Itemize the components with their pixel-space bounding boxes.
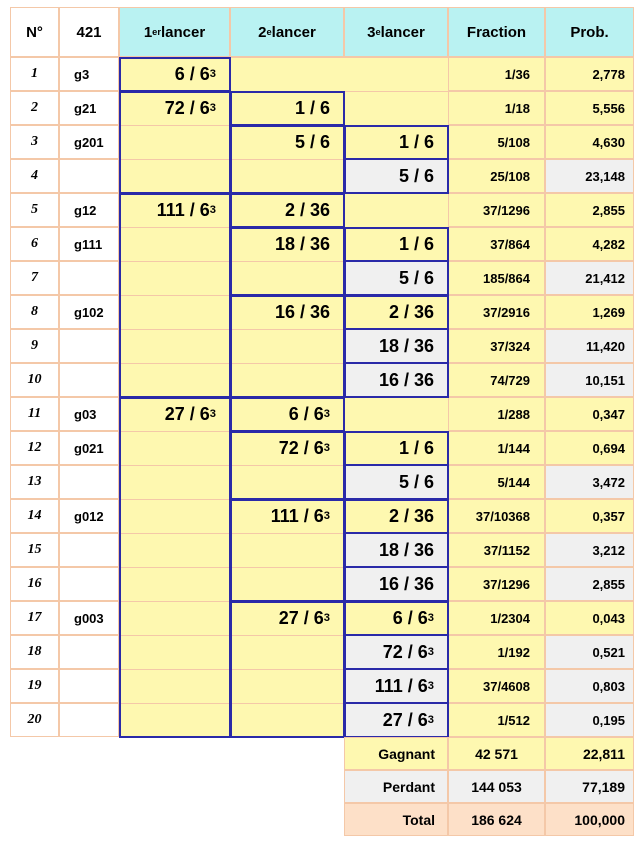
grid-line — [119, 91, 448, 92]
fraction-cell: 1/18 — [448, 91, 545, 125]
row-code: g3 — [59, 57, 119, 91]
third-throw-cell: 5 / 6 — [344, 159, 448, 193]
second-throw-cell — [230, 533, 344, 567]
group-separator — [344, 702, 449, 704]
third-throw-cell: 16 / 36 — [344, 363, 448, 397]
third-throw-cell: 18 / 36 — [344, 329, 448, 363]
second-throw-cell — [230, 465, 344, 499]
grid-line — [119, 227, 448, 228]
row-code — [59, 261, 119, 295]
third-throw-cell: 72 / 6 3 — [344, 635, 448, 669]
third-throw-cell — [344, 397, 448, 431]
grid-line — [119, 499, 448, 500]
header-third-throw: 3 e lancer — [344, 7, 448, 57]
grid-line — [119, 431, 448, 432]
fraction-cell: 1/192 — [448, 635, 545, 669]
probability-cell: 23,148 — [545, 159, 634, 193]
fraction-cell: 1/288 — [448, 397, 545, 431]
group-separator — [344, 328, 449, 330]
first-throw-cell — [119, 533, 230, 567]
group-separator — [344, 158, 449, 160]
row-number: 1 — [10, 57, 59, 91]
probability-cell: 4,630 — [545, 125, 634, 159]
probability-cell: 2,778 — [545, 57, 634, 91]
row-number: 14 — [10, 499, 59, 533]
third-throw-cell — [344, 91, 448, 125]
grid-line — [119, 125, 448, 126]
row-number: 20 — [10, 703, 59, 737]
group-separator — [344, 634, 449, 636]
first-throw-cell — [119, 159, 230, 193]
row-code — [59, 533, 119, 567]
loser-label: Perdant — [344, 770, 448, 803]
row-number: 4 — [10, 159, 59, 193]
loser-probability: 77,189 — [545, 770, 634, 803]
fraction-cell: 37/2916 — [448, 295, 545, 329]
row-code — [59, 567, 119, 601]
third-throw-cell — [344, 57, 448, 91]
first-throw-cell — [119, 601, 230, 635]
first-throw-cell: 6 / 6 3 — [119, 57, 230, 91]
fraction-cell: 37/10368 — [448, 499, 545, 533]
probability-cell: 0,803 — [545, 669, 634, 703]
probability-cell: 3,472 — [545, 465, 634, 499]
second-throw-cell — [230, 363, 344, 397]
third-throw-cell: 18 / 36 — [344, 533, 448, 567]
second-throw-cell: 27 / 6 3 — [230, 601, 344, 635]
winner-probability: 22,811 — [545, 737, 634, 770]
third-throw-cell: 1 / 6 — [344, 125, 448, 159]
row-number: 13 — [10, 465, 59, 499]
row-code: g021 — [59, 431, 119, 465]
group-separator — [344, 362, 449, 364]
first-throw-cell — [119, 567, 230, 601]
row-code: g102 — [59, 295, 119, 329]
second-throw-cell: 2 / 36 — [230, 193, 344, 227]
group-separator — [344, 532, 449, 534]
second-throw-cell: 6 / 6 3 — [230, 397, 344, 431]
probability-cell: 0,347 — [545, 397, 634, 431]
probability-cell: 2,855 — [545, 193, 634, 227]
winner-label: Gagnant — [344, 737, 448, 770]
first-throw-cell — [119, 635, 230, 669]
first-throw-cell — [119, 227, 230, 261]
first-throw-cell — [119, 499, 230, 533]
row-number: 19 — [10, 669, 59, 703]
third-throw-cell: 1 / 6 — [344, 431, 448, 465]
row-number: 7 — [10, 261, 59, 295]
first-throw-cell — [119, 465, 230, 499]
fraction-cell: 37/1152 — [448, 533, 545, 567]
fraction-cell: 5/108 — [448, 125, 545, 159]
grid-line — [119, 397, 448, 398]
second-throw-cell: 18 / 36 — [230, 227, 344, 261]
row-number: 8 — [10, 295, 59, 329]
row-code: g12 — [59, 193, 119, 227]
row-code: g03 — [59, 397, 119, 431]
first-throw-cell — [119, 703, 230, 737]
probability-cell: 3,212 — [545, 533, 634, 567]
row-code — [59, 159, 119, 193]
first-throw-cell — [119, 295, 230, 329]
third-throw-cell: 5 / 6 — [344, 261, 448, 295]
probability-cell: 11,420 — [545, 329, 634, 363]
second-throw-cell — [230, 159, 344, 193]
second-throw-cell — [230, 635, 344, 669]
row-code — [59, 669, 119, 703]
first-throw-cell: 27 / 6 3 — [119, 397, 230, 431]
second-throw-cell: 72 / 6 3 — [230, 431, 344, 465]
header-probability: Prob. — [545, 7, 634, 57]
probability-cell: 0,043 — [545, 601, 634, 635]
third-throw-cell: 2 / 36 — [344, 499, 448, 533]
header-number: N° — [10, 7, 59, 57]
third-throw-cell: 2 / 36 — [344, 295, 448, 329]
row-code — [59, 635, 119, 669]
total-probability: 100,000 — [545, 803, 634, 836]
header-second-throw: 2 e lancer — [230, 7, 344, 57]
third-throw-cell — [344, 193, 448, 227]
third-throw-cell: 5 / 6 — [344, 465, 448, 499]
first-throw-cell — [119, 261, 230, 295]
fraction-cell: 25/108 — [448, 159, 545, 193]
row-number: 5 — [10, 193, 59, 227]
row-number: 16 — [10, 567, 59, 601]
third-throw-cell: 6 / 6 3 — [344, 601, 448, 635]
third-throw-cell: 111 / 6 3 — [344, 669, 448, 703]
probability-cell: 1,269 — [545, 295, 634, 329]
fraction-cell: 1/2304 — [448, 601, 545, 635]
probability-cell: 0,694 — [545, 431, 634, 465]
grid-line — [119, 193, 448, 194]
second-throw-cell — [230, 329, 344, 363]
row-code: g21 — [59, 91, 119, 125]
row-number: 12 — [10, 431, 59, 465]
row-number: 2 — [10, 91, 59, 125]
second-throw-cell: 111 / 6 3 — [230, 499, 344, 533]
fraction-cell: 37/1296 — [448, 193, 545, 227]
group-separator — [344, 668, 449, 670]
probability-cell: 5,556 — [545, 91, 634, 125]
second-throw-cell: 1 / 6 — [230, 91, 344, 125]
fraction-cell: 74/729 — [448, 363, 545, 397]
row-code: g003 — [59, 601, 119, 635]
probability-cell: 2,855 — [545, 567, 634, 601]
fraction-cell: 5/144 — [448, 465, 545, 499]
loser-count: 144 053 — [448, 770, 545, 803]
row-number: 17 — [10, 601, 59, 635]
total-count: 186 624 — [448, 803, 545, 836]
second-throw-cell: 16 / 36 — [230, 295, 344, 329]
first-throw-cell — [119, 329, 230, 363]
fraction-cell: 185/864 — [448, 261, 545, 295]
group-separator — [344, 464, 449, 466]
third-throw-cell: 16 / 36 — [344, 567, 448, 601]
winner-count: 42 571 — [448, 737, 545, 770]
third-throw-cell: 27 / 6 3 — [344, 703, 448, 737]
first-throw-cell: 72 / 6 3 — [119, 91, 230, 125]
row-code: g111 — [59, 227, 119, 261]
first-throw-cell — [119, 125, 230, 159]
header-first-throw: 1 er lancer — [119, 7, 230, 57]
probability-cell: 4,282 — [545, 227, 634, 261]
row-number: 9 — [10, 329, 59, 363]
row-code — [59, 363, 119, 397]
row-number: 3 — [10, 125, 59, 159]
second-throw-cell — [230, 669, 344, 703]
total-label: Total — [344, 803, 448, 836]
row-code: g201 — [59, 125, 119, 159]
fraction-cell: 1/144 — [448, 431, 545, 465]
row-code — [59, 329, 119, 363]
probability-cell: 21,412 — [545, 261, 634, 295]
group-separator — [344, 566, 449, 568]
row-number: 11 — [10, 397, 59, 431]
fraction-cell: 37/324 — [448, 329, 545, 363]
group-separator — [344, 260, 449, 262]
second-throw-cell — [230, 57, 344, 91]
grid-line — [119, 295, 448, 296]
row-code: g012 — [59, 499, 119, 533]
fraction-cell: 1/36 — [448, 57, 545, 91]
probability-cell: 10,151 — [545, 363, 634, 397]
header-code: 421 — [59, 7, 119, 57]
row-number: 6 — [10, 227, 59, 261]
probability-cell: 0,521 — [545, 635, 634, 669]
first-throw-cell: 111 / 6 3 — [119, 193, 230, 227]
second-throw-cell — [230, 567, 344, 601]
grid-line — [119, 601, 448, 602]
header-fraction: Fraction — [448, 7, 545, 57]
second-throw-cell — [230, 703, 344, 737]
grid-line — [119, 57, 448, 58]
second-throw-cell: 5 / 6 — [230, 125, 344, 159]
second-throw-cell — [230, 261, 344, 295]
probability-cell: 0,195 — [545, 703, 634, 737]
third-throw-cell: 1 / 6 — [344, 227, 448, 261]
row-number: 15 — [10, 533, 59, 567]
fraction-cell: 1/512 — [448, 703, 545, 737]
row-code — [59, 703, 119, 737]
first-throw-cell — [119, 363, 230, 397]
row-number: 18 — [10, 635, 59, 669]
row-code — [59, 465, 119, 499]
row-number: 10 — [10, 363, 59, 397]
fraction-cell: 37/4608 — [448, 669, 545, 703]
fraction-cell: 37/864 — [448, 227, 545, 261]
first-throw-cell — [119, 669, 230, 703]
fraction-cell: 37/1296 — [448, 567, 545, 601]
first-throw-cell — [119, 431, 230, 465]
probability-cell: 0,357 — [545, 499, 634, 533]
